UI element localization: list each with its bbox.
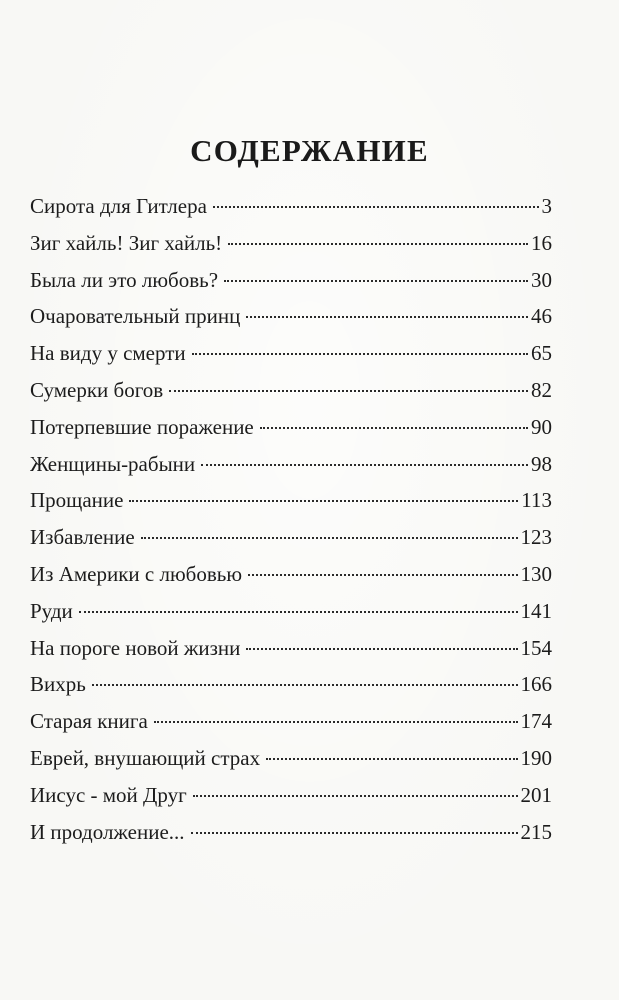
toc-entry-title: Еврей, внушающий страх — [30, 745, 261, 770]
toc-entry — [30, 335, 552, 372]
dot-leader — [228, 243, 528, 245]
toc-entry-page: 98 — [531, 451, 552, 476]
toc-entry-title: Очаровательный принц — [30, 304, 241, 329]
toc-entry — [30, 372, 552, 409]
toc-entry-page: 190 — [520, 745, 552, 770]
toc-entry-page: 130 — [520, 561, 552, 586]
toc-entry-title: Избавление — [30, 525, 135, 550]
dot-leader — [246, 648, 517, 650]
toc-entry-title: Была ли это любовь? — [30, 267, 219, 292]
toc-entry-page: 46 — [531, 304, 552, 329]
toc-entry-title: Из Америки с любовью — [30, 561, 243, 586]
toc-entry — [30, 446, 552, 483]
toc-entry — [30, 188, 552, 225]
dot-leader — [193, 795, 518, 797]
toc-entry — [30, 519, 552, 556]
toc-entry-title: Вихрь — [30, 672, 86, 697]
toc-entry-title: Зиг хайль! Зиг хайль! — [30, 230, 223, 255]
dot-leader — [79, 611, 518, 613]
toc-entry — [30, 262, 552, 299]
toc-entry — [30, 593, 552, 630]
dot-leader — [201, 464, 528, 466]
toc-entry-page: 141 — [520, 598, 552, 623]
dot-leader — [191, 832, 518, 834]
dot-leader — [192, 353, 528, 355]
toc-entry-title: Сумерки богов — [30, 377, 164, 402]
dot-leader — [266, 758, 517, 760]
toc-entry-page: 166 — [520, 672, 552, 697]
toc-entry-page: 215 — [520, 819, 552, 844]
toc-entry-title: Женщины-рабыни — [30, 451, 196, 476]
toc-entry-title: Потерпевшие поражение — [30, 414, 254, 439]
toc-entry — [30, 740, 552, 777]
toc-entry-page: 201 — [520, 782, 552, 807]
toc-entry-title: Сирота для Гитлера — [30, 194, 207, 218]
page-title: СОДЕРЖАНИЕ — [190, 132, 429, 168]
toc-entry — [30, 630, 552, 667]
dot-leader — [213, 206, 539, 208]
toc-entry — [30, 482, 552, 519]
toc-entry-page: 123 — [520, 525, 552, 550]
toc-entry — [30, 666, 552, 703]
dot-leader — [141, 537, 518, 539]
toc-entry-title: Прощание — [30, 488, 124, 513]
toc-entry-page: 154 — [520, 635, 552, 660]
dot-leader — [224, 280, 528, 282]
toc-entry — [30, 409, 552, 446]
toc-entry-title: На пороге новой жизни — [30, 635, 241, 660]
dot-leader — [169, 390, 528, 392]
table-of-contents — [30, 188, 552, 850]
toc-entry — [30, 556, 552, 593]
toc-entry — [30, 225, 552, 262]
toc-entry-page: 30 — [531, 267, 552, 292]
toc-entry — [30, 298, 552, 335]
toc-entry-title: На виду у смерти — [30, 341, 186, 366]
toc-entry-page: 90 — [531, 414, 552, 439]
dot-leader — [92, 684, 518, 686]
toc-entry — [30, 703, 552, 740]
toc-entry-title: Иисус - мой Друг — [30, 782, 187, 807]
toc-entry-page: 82 — [531, 377, 552, 402]
dot-leader — [246, 316, 528, 318]
toc-entry-title: Старая книга — [30, 709, 148, 734]
dot-leader — [260, 427, 528, 429]
toc-entry-title: Руди — [30, 598, 73, 623]
toc-entry-title: И продолжение... — [30, 819, 185, 844]
dot-leader — [248, 574, 517, 576]
toc-entry — [30, 814, 552, 851]
toc-entry-page: 3 — [541, 194, 552, 218]
toc-entry-page: 65 — [531, 341, 552, 366]
dot-leader — [129, 500, 518, 502]
dot-leader — [154, 721, 518, 723]
toc-entry-page: 174 — [520, 709, 552, 734]
toc-entry — [30, 777, 552, 814]
toc-entry-page: 16 — [531, 230, 552, 255]
toc-entry-page: 113 — [521, 488, 552, 513]
